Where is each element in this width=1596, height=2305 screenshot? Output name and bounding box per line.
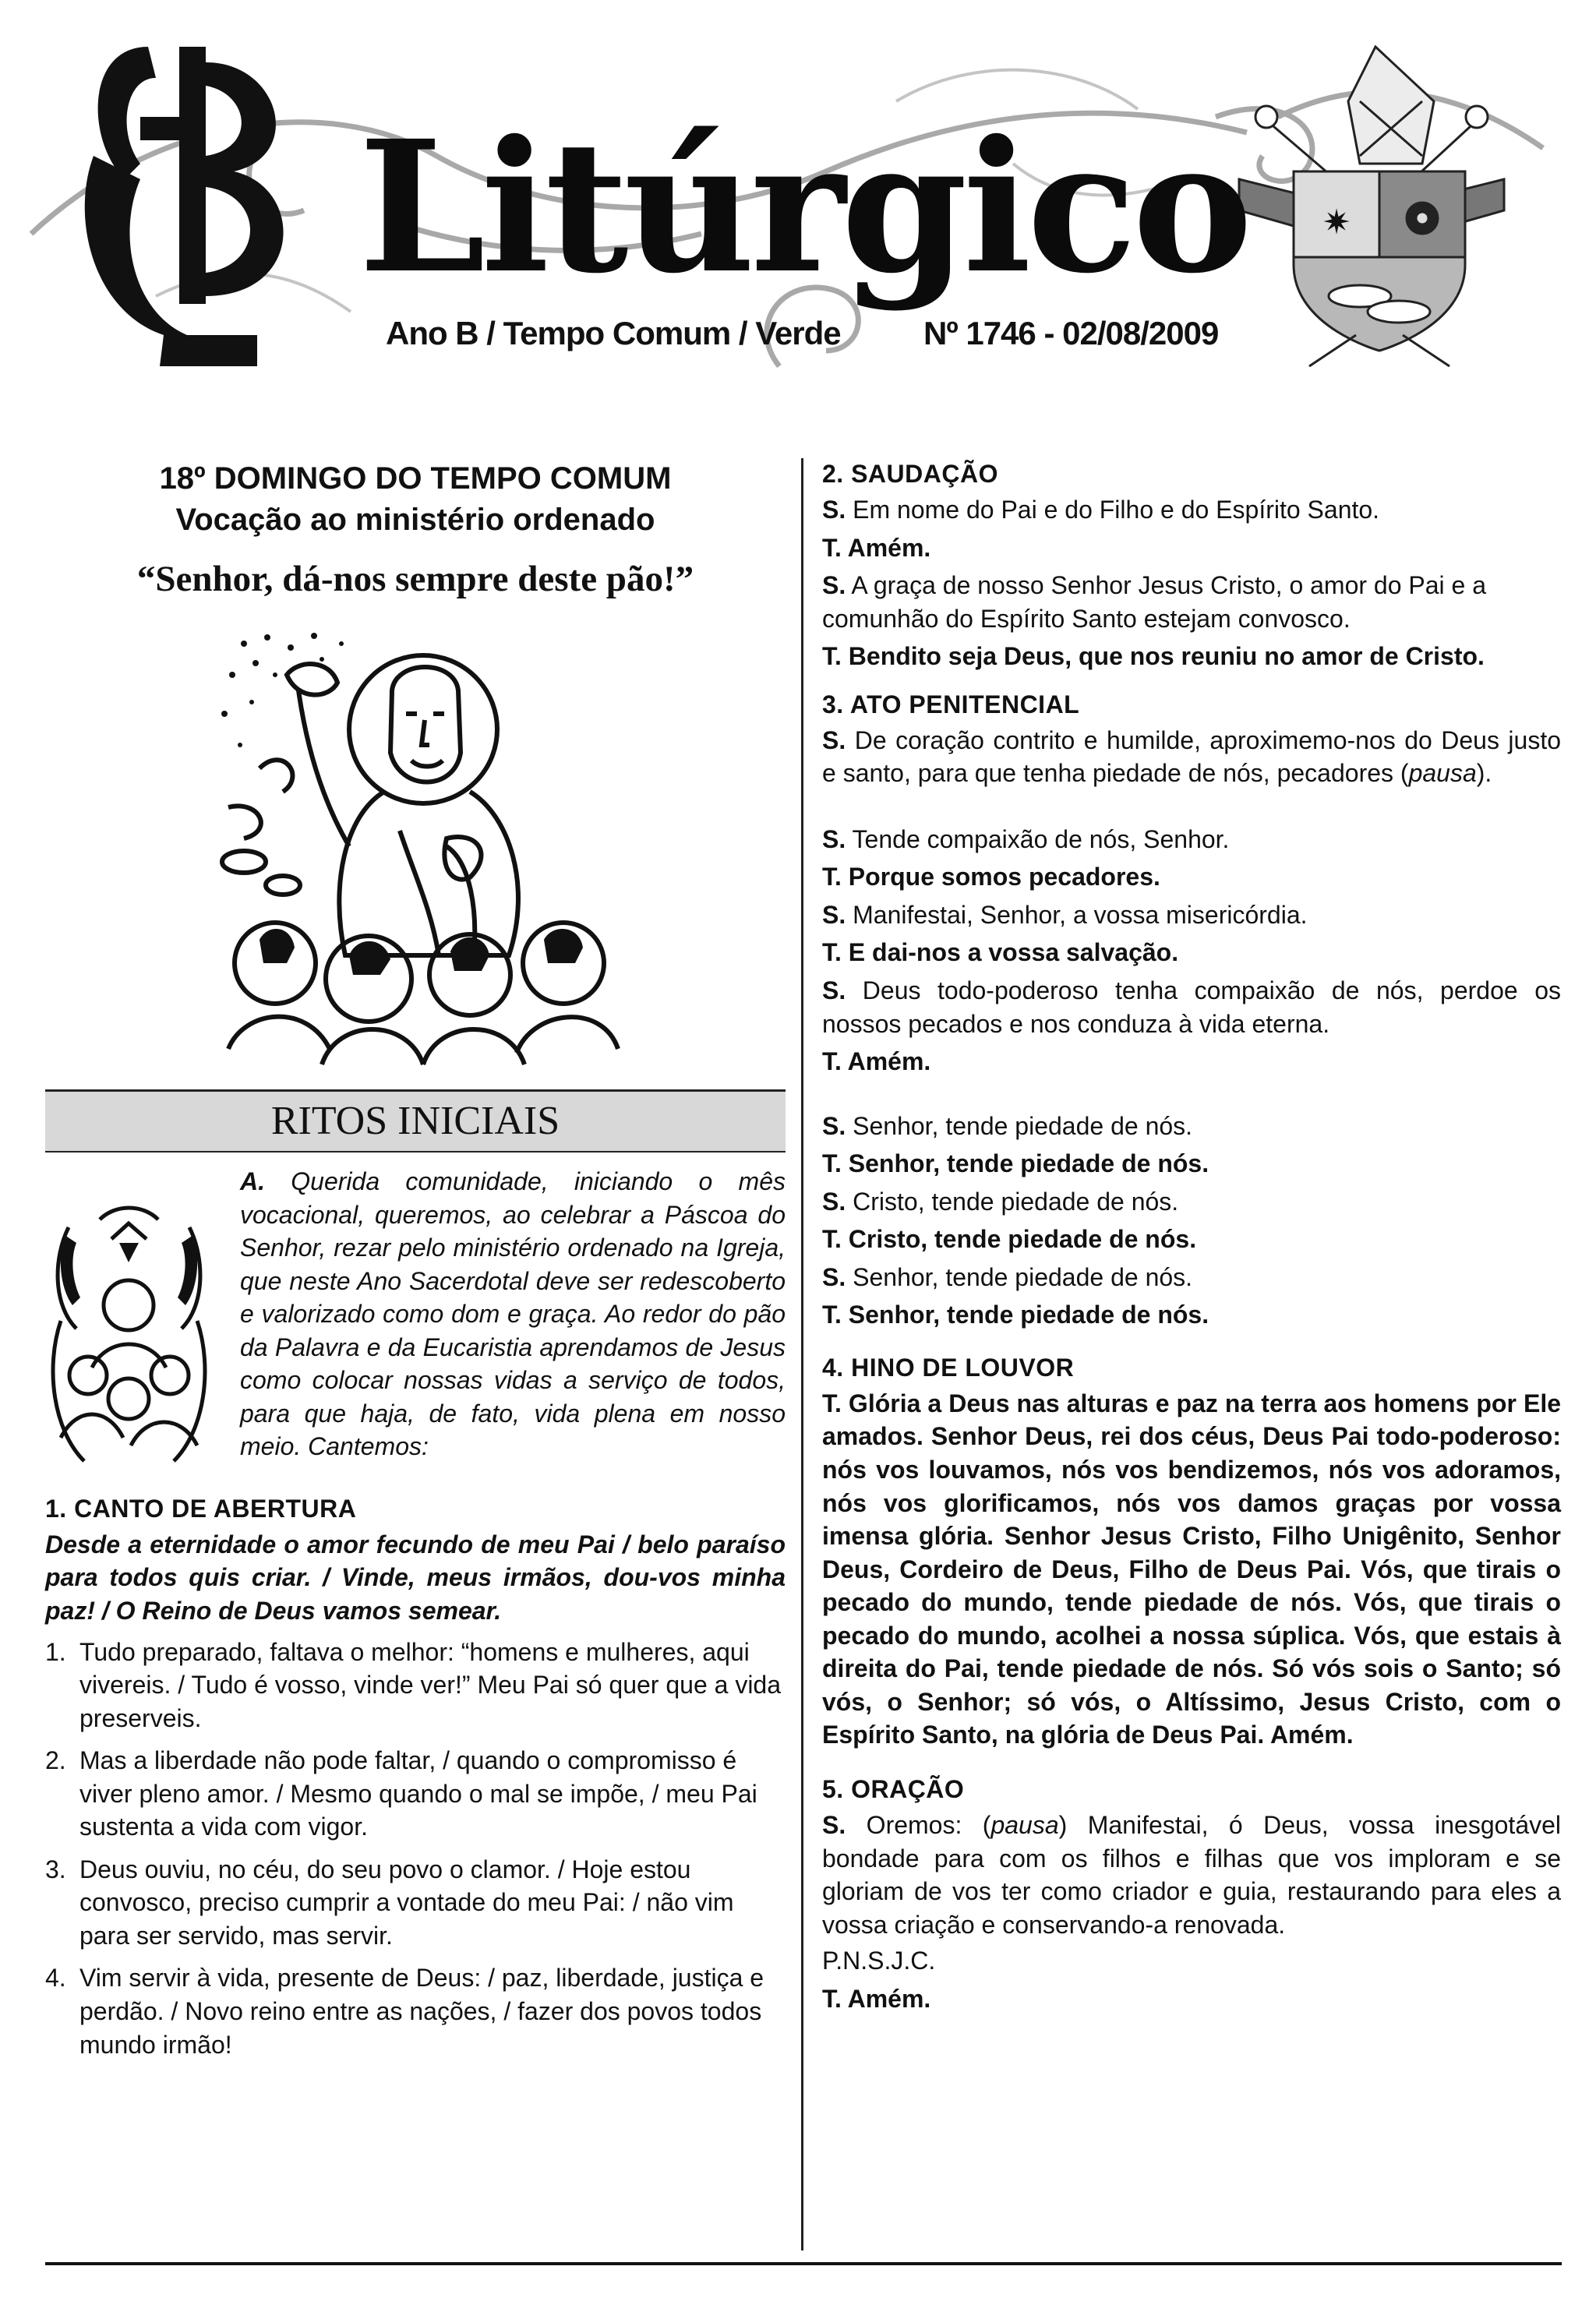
diocese-coat-of-arms-icon [1239,47,1504,366]
oracao-title: 5. ORAÇÃO [822,1774,965,1803]
oracao-conclusion: P.N.S.J.C. [822,1947,936,1975]
canto-title: 1. CANTO DE ABERTURA [45,1494,357,1523]
sunday-header [45,461,786,600]
hino-title: 4. HINO DE LOUVOR [822,1353,1075,1382]
response-line: T. Senhor, tende piedade de nós. [822,1149,1209,1178]
penitencial-title: 3. ATO PENITENCIAL [822,690,1080,718]
dialogue-line: S. Manifestai, Senhor, a vossa misericórdia. [822,900,1308,929]
dialogue-line: S. Em nome do Pai e do Filho e do Espírito Santo. [822,496,1380,524]
dialogue-line: S. Deus todo-poderoso tenha compaixão de nós, perdoe os nossos pecados e nos conduza à vida eterna. [822,976,1562,1038]
masthead [0,0,1596,421]
dialogue-line: S. Cristo, tende piedade de nós. [822,1187,1179,1216]
response-line: T. Porque somos pecadores. [822,863,1160,891]
vocation-illustration [45,1196,213,1477]
oracao-section [822,1775,1561,2015]
svg-text:✷: ✷ [1322,203,1351,242]
column-divider [801,458,803,2250]
response-line: T. Amém. [822,533,931,562]
dialogue-line: S. De coração contrito e humilde, aproximemo-nos do Deus justo e santo, para que tenha piedade de nós, pecadores (pausa). [822,725,1562,788]
hino-text: T. Glória a Deus nas alturas e paz na terra aos homens por Ele amados. Senhor Deus, rei dos céus, Deus Pai todo-poderoso: nós vos louvamos, nós vos bendizemos, nós vos adoramos, nós vos glorificamos, nós vos damos graças por vossa imensa glória. Senhor Jesus Cristo, Filho Unigênito, Senhor Deus, Cordeiro de Deus, Filho de Deus Pai. Vós, que tirais o pecado do mundo, tende piedade de nós. Vós, que tirais o pecado do mundo, acolhei a nossa súplica. Vós, que estais à direita do Pai, tende piedade de nós. Só vós sois o Santo; só vós, o Senhor; só vós, o Altíssimo, Jesus Cristo, com o Espírito Santo, na glória de Deus Pai. Amém. [822,1389,1561,1749]
oracao-text: S. Oremos: (pausa) Manifestai, ó Deus, vossa inesgotável bondade para com os filhos e filhas que vos imploram e se gloriam de vos ter como criador e guia, restaurando para eles a vossa criação e conservando-a renovada. [822,1810,1562,1939]
speaker-lead: A. [240,1167,265,1195]
response-line: T. Amém. [822,1984,931,2013]
sunday-theme: Vocação ao ministério ordenado [175,503,655,537]
saudacao-title: 2. SAUDAÇÃO [822,460,998,488]
response-line: T. E dai-nos a vossa salvação. [822,938,1179,967]
list-item: 4. Vim servir à vida, presente de Deus: / paz, liberdade, justiça e perdão. / Novo reino entre as nações, / fazer dos povos todos mundo irmão! [45,1964,764,2059]
canto-verses [45,1636,786,2062]
list-item: 2. Mas a liberdade não pode faltar, / quando o compromisso é viver pleno amor. / Mesmo quando o mal se impõe, / meu Pai sustenta a vida com vigor. [45,1746,757,1841]
dialogue-line: S. Tende compaixão de nós, Senhor. [822,824,1230,853]
list-item: 1. Tudo preparado, faltava o melhor: “homens e mulheres, aqui vivereis. / Tudo é vosso, vinde ver!” Meu Pai só quer que a vida preserveis. [45,1637,782,1732]
list-item: 3. Deus ouviu, no céu, do seu povo o clamor. / Hoje estou convosco, preciso cumprir a vontade do meu Pai: / não vim para ser servido, mas servir. [45,1855,734,1950]
jesus-bread-of-life-illustration [213,628,634,1072]
masthead-subtitle-left: Ano B / Tempo Comum / Verde [386,315,841,351]
masthead-issue-date: Nº 1746 - 02/08/2009 [923,315,1219,351]
canto-refrain: Desde a eternidade o amor fecundo de meu Pai / belo paraíso para todos quis criar. / Vinde, meus irmãos, dou-vos minha paz! / O Reino de Deus vamos semear. [45,1530,786,1626]
ritos-intro-block [45,1165,786,1463]
hino-de-louvor-section [822,1354,1561,1752]
dialogue-line: S. Senhor, tende piedade de nós. [822,1111,1193,1140]
bottom-rule [45,2262,1562,2265]
canto-de-abertura [45,1495,786,2061]
right-column [822,460,1561,2020]
saudacao-section [822,460,1561,673]
response-line: T. Bendito seja Deus, que nos reuniu no amor de Cristo. [822,642,1485,671]
dialogue-line: S. Senhor, tende piedade de nós. [822,1262,1193,1291]
response-line: T. Amém. [822,1047,931,1076]
sunday-motto: “Senhor, dá-nos sempre deste pão!” [136,559,694,599]
left-column [45,460,786,2070]
section-ritos-iniciais: RITOS INICIAIS [45,1089,786,1152]
response-line: T. Senhor, tende piedade de nós. [822,1301,1209,1329]
response-line: T. Cristo, tende piedade de nós. [822,1225,1197,1254]
ato-penitencial-section [822,690,1561,1332]
intro-body: Querida comunidade, iniciando o mês vocacional, queremos, ao celebrar a Páscoa do Senhor, rezar pelo ministério ordenado na Igreja, que neste Ano Sacerdotal deve ser redescoberto e valorizado como dom e graça. Ao redor do pão da Palavra e da Eucaristia aprendamos de Jesus como colocar nossas vidas a serviço de todos, para que haja, de fato, vida plena em nosso meio. Cantemos: [240,1167,786,1461]
cb-cross-logo-icon [85,47,284,366]
masthead-title: Litúrgico [358,101,1248,313]
ritos-intro-text [240,1165,786,1463]
dialogue-line: S. A graça de nosso Senhor Jesus Cristo, o amor do Pai e a comunhão do Espírito Santo estejam convosco. [822,571,1487,633]
sunday-title: 18º DOMINGO DO TEMPO COMUM [159,461,672,496]
